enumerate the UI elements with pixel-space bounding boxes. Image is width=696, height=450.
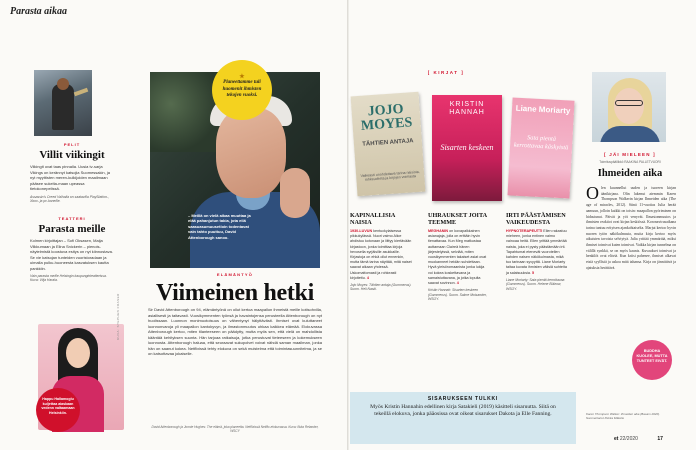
yellow-quote-badge [212,60,272,120]
pelit-caption: Assassin's Creed Valhalla on saatavilla PlayStation-, Xbox- ja pc-koneille. [30,194,109,203]
pelit-kicker: PELIT [63,142,81,147]
review-caption: Jojo Moyes: Tähtien antaja (Gummerus). Suom. Heli Naski. [350,283,412,292]
folio-mag: et [614,436,619,442]
folio-issue: 22/2020 [619,436,638,442]
review-body: MEGHANIN on kovapalkkainen asianajaja, jolla on erittäin hyvin tienattavaa. Kun Meg matkustaa auttamaan Claireä hänen järjestelyissä, selviää, miten vuosikymmenten takaiset asiat ovat muokanneet heidän suhdettaan. Hyvä yleisöromaanista jonka lukija voi kokea koskettavana ja samaistuttavana, ja jotka lopulta saavat sovinnon. 4 [428,229,487,286]
pelit-body: Viikingit ovat taas pinnalla. Uusia tv-sarja Vikings on kerännyt katsojia Suomessakin, ja nyt myyttisten meren-kulkijoiden maailmaan pääsee sukelta-maan upeassa tietokonepelissä. [30,164,110,191]
book-cover-moriarty [507,97,574,198]
review-headline: UHRAUKSET JOITA TEEMME [428,212,487,226]
review-body: HYPNOTERAPEUTTI Ellen rakastuu mieheen, jonka entinen vaimo vainoaa heitä. Ellen yrittää ymmärtää naista, joka ei pysty päästämään irti. Tapahtumat etenevät vuorotellen kahden naisen näkökulmasta, mikä tuo tarinaan syvyyttä. Liane Moriarty taitaa kuvata ihmisten välisiä suhteita ja salaisuuksia. 5 [506,229,567,275]
hero-quote: – Meillä on vielä aikaa muuttaa ja elää pahanjutun takia, jota eilä saasuasumuusetloin todentavat vain tahto puuttuu, David Attenborough sanoo. [188,213,251,240]
editor-portrait [592,72,666,142]
show-caption-bubble: Happu Hallamoglu kuljettaa aiaskaan vedenn valtaamaan Helsinkiin. [36,388,80,432]
book1-title: TÄHTIEN ANTAJA [362,138,414,148]
jai-mieleen-byline: Toimituspäällikkö RAAKINA PALLETVUORI [599,160,661,164]
page-number: 17 [657,436,663,442]
jai-mieleen-body: O len kuunnellut uuden ja tuoreen kirjan äänikirjana. Olin lukenut aiemmin Karen Thompson Walkerin kirjan Ihmeiden aika (The age of miracles, 2012). Siinä 11-vuotias Julia herää aamuun, jolloin kaikki on toisin: maapallon pyöriminen on hidastunut. Päivät ja yöt venyvät. Ilmastonmuutos ja ihmisten reaktiot ovat kirjan keskiössä. Koronavirusaikana tarina tuntuu erityisen ajankohtaiselta. Marjut kertoo hyvin nuoren tytön näkökulmasta, mutta kirja kertoo myös aikuisten tavoista selviytyä. Julia yrittää ymmärtää, miksi ihmiset toimivat kuten toimivat. Vaikka kirjan tunnelma on välillä synkkä, se on myös kaunis. Kuvaukset toimivat ja henkilöt ovat eläviä. Kun kriisi pahenee, ihmiset alkavat etsiä syyllisiä ja uskoa mitä tahansa. Kirja on jännittävä ja ajatuksia herättävä. [586,183,676,270]
teatteri-kicker: TEATTERI [58,216,86,221]
yellow-badge-text: Planeettamme tuli huomenit ihmisten tekojen vuoksi. [222,80,262,99]
book1-subtitle: Vaikeasti unohdettava tarina naisista, rohkeudesta ja kirjojen voimasta [360,169,420,182]
teatteri-caption: Vain parasta meille Helsingin kaupunginteatterissa. Kuva: Vilja Harala. [30,274,107,283]
review-headline: KAPINALLISIA NAISIA [350,212,396,226]
elamantyo-body: Sir David Attenborough on 94, elämäntyönä on ollut kertoa maapallon ihmeistä meille kotisohvilla, asiallisesti ja taitavasti. Vuosikymmenten työnsä ja havaintojensa perusteella Attenborough on nyt huolissaan. Luonnon monimuotoisuus on vähentynyt hälyttävästi. Ihmiset ovat kuluttaneet luonnonvaroja yli maapallon kantokyvyn, ja ilmastonmuutos uhkaa kaikkea elämää. Elokuvassa Attenborough kertoo, miten tilanteeseen on päädytty, mutta myös sen, että vielä on mahdollista kääntää kehityksen suunta. Hän tarjoaa ratkaisuja, jotka perustuvat tieteeseen ja kokemukseen luonnosta. Attenborough haluaa, että seuraavat sukupolvet voivat nähdä saman maailman, jonka hän on saanut kokea. Netflixissä tehty elokuva on sekä muistelma että toimintasuunnitelma, ja se on katsottavaa jokaiselle. [148,307,322,356]
book3-author: Liane Moriarty [515,103,571,116]
elamantyo-label: ELÄMÄNTYÖ [216,272,254,277]
pink-quote-badge: BUDDHA KUOLEE, MUTTA TUNTEET EIVÄT. [632,340,672,380]
review-headline: IRTI PÄÄSTÄMISEN VAIKEUDESTA [506,212,566,226]
teatteri-headline: Parasta meille [38,223,106,235]
book-cover-sisarten-keskeen [432,95,502,201]
review-1 [350,212,412,292]
pelit-block [30,142,114,203]
teatteri-block [30,216,114,283]
review-body: 1930-LUVUN kentuckylaisessa pikkukylässä. Nuori vaimo Alice ahdistuu kotonaan ja liittyy kiertävään kirjastoon, jonka toimittaa kirjoja hevosella syrjäisille asukkaille. Kirjastoja on ehkä ollut ennenkin, mutta tämä tarina näyttää, mitä naiset saavat aikaan yhdessä. Uskomattomasti ja rohkeasti kirjoitettu. 4 [350,229,412,280]
review-3 [506,212,568,291]
book1-author: JOJO MOYES [360,101,413,134]
jai-mieleen-headline: Ihmeiden aika [597,168,663,179]
elamantyo-headline: Viimeinen hetki [156,280,314,306]
dropcap: O [586,183,599,203]
book-cover-tahtien-antaja [351,92,426,196]
star-icon: ★ [239,74,245,80]
review-caption: Kristin Hannah: Sisarten keskeen (Gummerus). Suom. Salme Moisander, WSOY. [428,288,487,302]
pelit-headline: Villit viikingit [39,149,105,161]
sisarukset-heading: SISARUKSEEN TULKKI [427,396,499,402]
kirjat-label: [ KIRJAT ] [427,70,465,75]
section-title: Parasta aikaa [10,6,67,17]
page-folio [614,436,663,442]
book2-author: KRISTIN HANNAH [449,101,485,116]
book3-title: Sata pientä kerrottavaa käskyistä [513,134,569,152]
book2-title: Sisarten keskeen [440,143,494,152]
teatteri-body: Kolmen kirjoittajan – Sofi Oksasen, Maija Vilkkumaan ja Elina Snickerin – pienois-näytelmistä koostuva esitys on nyt kiinnostava. Se vie katsojan tunteiden vuoristoradaan ja uimalla pulku-huoneesta kasvatuksen kautta pankkiin. [30,238,113,271]
sisarukset-body: Myös Kristin Hannahin edellinen kirja Satakieli (2019) käsitteli sisaruutta. Siitä on tekeillä elokuva, jonka pääosissa ovat oikeat sisarukset Dakota ja Elle Fanning. [370,404,556,418]
elamantyo-credit: David Attenborough ja Jonnie Hughes: The elämä, joka planeetta. Netflixissä Netflix-elokuvassa. Kuva: Ilkka Relander, WSCY [151,425,319,434]
jai-mieleen-credit: Karen Thompson Walker: Ihmeiden aika (Basam 2020). Suomentanut Pekka Mäkelä. [586,412,660,420]
page-spine [347,0,349,450]
review-2 [428,212,490,301]
sisarukset-box [350,392,576,444]
photo-credit-vertical: KUVA: STEPHEN FRASER [116,293,120,340]
jai-mieleen-label: [ JÄI MIELEEN ] [604,152,656,157]
viking-game-image [34,70,92,136]
review-caption: Liane Moriarty: Sata pientä kerrottavaa (Gummerus). Suom. Helene Bützow, WSOY. [506,277,565,291]
